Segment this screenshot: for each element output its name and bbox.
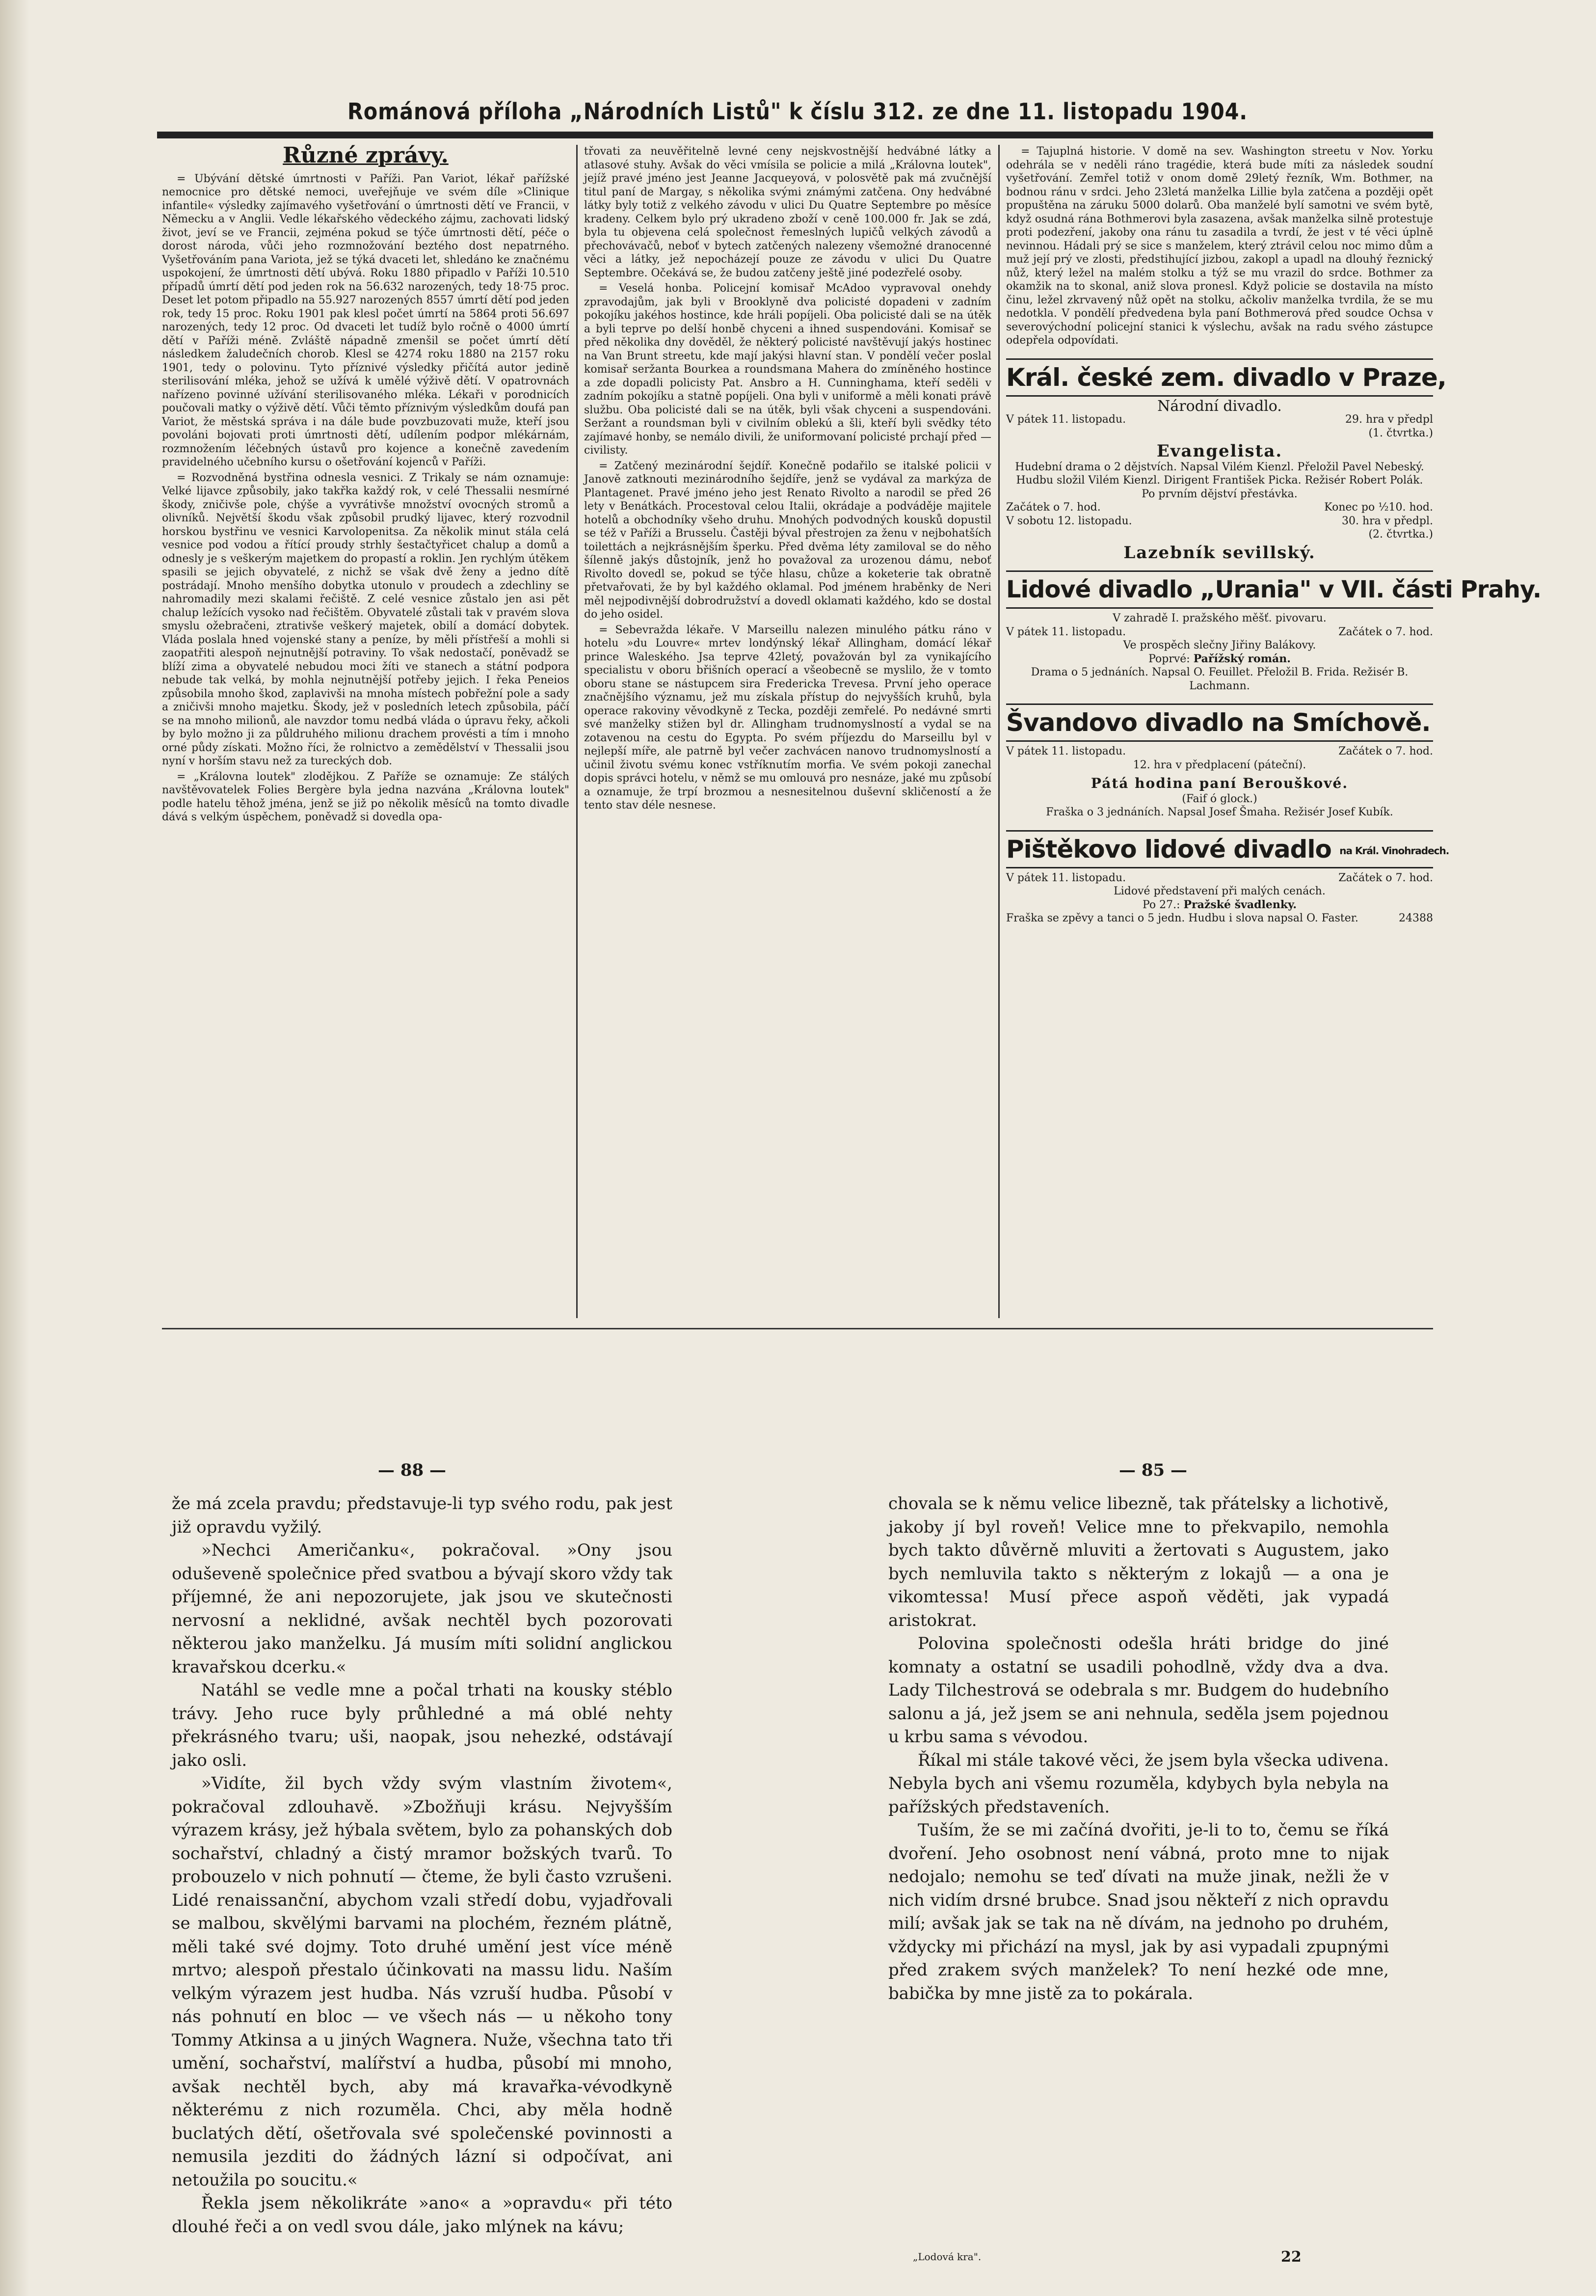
column-1 <box>162 145 569 1313</box>
section-title: Různé zprávy. <box>283 143 449 168</box>
paragraph: Natáhl se vedle mne a počal trhati na kousky stéblo trávy. Jeho ruce byly průhledné a má oblé nehty překrásného tvaru; uši, naopak, jsou nehezké, odstávají jako osli. <box>172 1680 672 1770</box>
date-row <box>1006 745 1433 758</box>
subscription: 12. hra v předplacení (páteční). <box>1133 758 1306 771</box>
date-row <box>1006 413 1433 427</box>
play-description: Hudební drama o 2 dějstvích. Napsal Vilém Kienzl. Přeložil Pavel Nebeský. Hudbu složil Vilém Kienzl. Dirigent František Picka. Režisér Robert Polák. <box>1015 460 1424 486</box>
footer-mark: „Lodová kra". <box>913 2251 982 2263</box>
date-row <box>1006 625 1433 639</box>
theatre-location: na Král. Vinohradech. <box>1339 845 1449 857</box>
intermission-note: Po prvním dějství přestávka. <box>1142 487 1298 500</box>
date: V pátek 11. listopadu. <box>1006 871 1126 884</box>
column-divider <box>576 145 578 1318</box>
theatre-title-urania: Lidové divadlo „Urania" v VII. části Prahy. <box>1006 570 1433 609</box>
subscription-quarter: (1. čtvrtka.) <box>1368 427 1433 439</box>
benefit-note: Ve prospěch slečny Jiřiny Balákovy. <box>1123 639 1316 651</box>
date-row <box>1006 514 1433 528</box>
play-prefix: Poprvé: <box>1148 652 1190 665</box>
play-line <box>1006 898 1433 912</box>
play-title: Pařížský román. <box>1193 652 1291 665</box>
paragraph: Říkal mi stále takové věci, že jsem byla všecka udivena. Nebyla bych ani všemu rozuměla, kdybych byla nebyla na pařížských představeních. <box>888 1750 1389 1817</box>
start-time: Začátek o 7. hod. <box>1006 501 1101 513</box>
play-title: Pražské švadlenky. <box>1183 898 1297 911</box>
header-rule <box>157 132 1433 138</box>
paragraph: Řekla jsem několikráte »ano« a »opravdu« při této dlouhé řeči a on vedl svou dále, jako mlýnek na kávu; <box>172 2193 672 2237</box>
page-edge-shadow <box>0 0 29 2296</box>
play-description-text: Fraška se zpěvy a tanci o 5 jedn. Hudbu i slova napsal O. Faster. <box>1006 912 1358 924</box>
play-description: Drama o 5 jednáních. Napsal O. Feuillet. Přeložil B. Frida. Režisér B. Lachmann. <box>1031 666 1409 692</box>
news-item: třovati za neuvěřitelně levné ceny nejskvostnější hedvábné látky a atlasové stuhy. Avšak do věci vmísila se policie a milá „Královna loutek", jejíž pravé jméno jest Jeanne Jacqueyová, v polosvětě pak má zvučnější titul paní de Margay, s několika svými známými zatčena. Ony hedvábné látky byly totiž z velkého závodu v ulici Du Quatre Septembre po měsíce kradeny. Celkem bylo prý ukradeno zboží v ceně 100.000 fr. Jak se zdá, byla tu objevena celá společnost řemeslných lupičů velkých závodů a přechovávačů, neboť v bytech zatčených nalezeny všemožné dranocenné věci a látky, jež nepocházejí pouze ze závodu v ulici Du Quatre Septembre. Očekává se, že budou zatčeny ještě jiné podezřelé osoby. <box>584 145 991 279</box>
column-3 <box>1006 145 1542 1313</box>
footer-number: 22 <box>1281 2248 1302 2266</box>
theatre-subtitle: V zahradě I. pražského měšť. pivovaru. <box>1113 612 1327 624</box>
play-title: Pátá hodina paní Berouškové. <box>1091 775 1349 791</box>
section-divider <box>162 1328 1433 1329</box>
paragraph: že má zcela pravdu; představuje-li typ svého rodu, pak jest již opravdu vyžilý. <box>172 1494 672 1537</box>
subscription: 29. hra v předpl <box>1345 413 1433 426</box>
paragraph: Polovina společnosti odešla hráti bridge do jiné komnaty a ostatní se usadili pohodlně, vždy dva a dva. Lady Tilchestrová se odebrala s mr. Budgem do hudebního salonu a já, jež jsem se ani nehnula, seděla jsem pojednou u krbu sama s vévodou. <box>888 1634 1389 1747</box>
subscription-quarter: (2. čtvrtka.) <box>1368 528 1433 540</box>
original-title: (Faif ó glock.) <box>1182 792 1257 805</box>
news-item: = Tajuplná historie. V domě na sev. Washington streetu v Nov. Yorku odehrála se v neděli ráno tragédie, která bude míti za následek soudní vyšetřování. Zemřel totiž v onom domě 29letý řezník, Wm. Bothmer, na bodnou ránu v srdci. Jeho 23letá manželka Lillie byla zatčena a později opět propuštěna na záruku 5000 dolarů. Oba manželé bylí samotni ve svém bytě, když osudná rána Bothmerovi byla zasazena, avšak manželka silně protestuje proti podezření, jakoby ona ránu tu zasadila a tvrdí, že jest v té věci úplně nevinnou. Hádali prý se sice s manželem, který ztrávil celou noc mimo dům a muž její prý ve zlosti, předstihující jizbou, zakopl a upadl na dlouhý řeznický nůž, který ležel na malém stolku a týž se mu vrazil do srdce. Bothmer za okamžik na to skonal, aniž slova pronesl. Když policie se dostavila na místo činu, ležel zkrvavený nůž opět na stolku, ačkoliv manželka tvrdila, že se mu nedotkla. V pondělí předvedena byla paní Bothmerová před soudce Ochsa v severovýchodní policejní stanici k výslechu, avšak na radu svého zástupce odepřela odpovídati. <box>1006 145 1433 347</box>
news-item: = Rozvodněná bystřina odnesla vesnici. Z Trikaly se nám oznamuje: Velké lijavce způsobily, jako takřka každý rok, v celé Thessalii nesmírné škody, zničivše pole, chýše a vyvrátivše množství ovocných stromů a olivníků. Největší škodu však způsobil prudký lijavec, který rozvodnil horskou bystřinu ve vesnici Karvolopenitsa. Za několik minut stála celá vesnice pod vodou a řítící proudy strhly šestačtyřicet chalup a domů a odnesly je s veškerým majetkem do propastí a roklin. Jen rychlým útěkem spasili se jejich obyvatelé, z nichž se však dvě ženy a jedno dítě postrádají. Mnoho menšího dobytka utonulo v proudech a zdechliny se nahromadily mezi skalami řečiště. Z celé vesnice zůstalo jen asi pět chalup ležících vysoko nad řečištěm. Obyvatelé zůstali tak v pravém slova smyslu ožebračeni, ztrativše veškerý majetek, obilí a domácí dobytek. Vláda poslala hned vojenské stany a peníze, by měli přístřeší a mohli si zaopatřiti alespoň nejnutnější potraviny. To však nedostačí, poněvadž se blíží zima a obyvatelé nebudou moci žíti ve stanech a státní podpora nebude tak velká, by mohla nejnutnější potřeby jejich. I řeka Peneios způsobila mnoho škod, zaplavivši na mnoha místech pobřežní pole a sady a zničivši mnoho majetku. Škody, jež v posledních letech způsobila, páčí se na mnoho milionů, ale navzdor tomu nedbá vláda o úpravu řeky, ačkoli by bylo možno ji za půldruhého milionu drachem provésti a tím i mnoho orné půdy získati. Možno říci, že rolnictvo a zemědělství v Thessalii jsou nyní v horším stavu než za tureckých dob. <box>162 471 569 767</box>
column-divider <box>998 145 1000 1318</box>
start-time: Začátek o 7. hod. <box>1338 745 1433 757</box>
date: V sobotu 12. listopadu. <box>1006 514 1132 527</box>
play-description <box>1006 912 1433 925</box>
page-number-left: — 88 — <box>378 1460 446 1480</box>
date: V pátek 11. listopadu. <box>1006 745 1126 757</box>
play-line <box>1006 652 1433 666</box>
start-time: Začátek o 7. hod. <box>1338 625 1433 638</box>
news-item: = Veselá honba. Policejní komisař McAdoo vypravoval onehdy zpravodajům, jak byli v Brooklyně dva policisté dopadeni v zadním pokojíku jakéhos hostince, kde hráli popíjeli. Oba policisté dali se na útěk a byli teprve po delší honbě chyceni a ihned suspendováni. Komisař se před několika dny dověděl, že některý policisté navštěvují jakýs hostinec na Van Brunt streetu, kde mají jakýsi hlavní stan. V pondělí večer poslal komisař seržanta Bourkea a roundsmana Mahera do zmíněného hostince a zde dopadli policisty Pat. Ansbro a H. Cunninghama, kteří seděli v zadním pokojíku a statně popíjeli. Ona byli v uniformě a měli konati právě službu. Oba policisté dali se na útěk, byli však chyceni a suspendováni. Seržant a roundsman byli v civilním oblekú a šli, kteří byli svědky této zajímavé honby, se nemálo divili, že uniformovaní policisté prchají před — civilisty. <box>584 282 991 457</box>
play-description: Fraška o 3 jednáních. Napsal Josef Šmaha. Režisér Josef Kubík. <box>1046 806 1393 818</box>
theatre-subtitle: Národní divadlo. <box>1157 397 1282 415</box>
novel-page-left <box>172 1492 672 2239</box>
paragraph: »Vidíte, žil bych vždy svým vlastním životem«, pokračoval zdlouhavě. »Zbožňuji krásu. Nejvyšším výrazem krásy, jež hýbala světem, bylo za pohanských dob sochařství, chladný a čistý mramor božských tvarů. To probouzelo v nich pohnutí — čteme, že byli často vzrušeni. Lidé renaissanční, abychom vzali středí dobu, vyjadřovali se malbou, skvělými barvami na plochém, řezném plátně, měli také své dojmy. Toto druhé umění jest více méně mrtvo; alespoň přestalo účinkovati na massu lidu. Naším velkým výrazem jest hudba. Nás vzruší hudba. Působí v nás pohnutí en bloc — ve všech nás — u někoho tony Tommy Atkinsa a u jiných Wagnera. Nuže, všechna tato tři umění, sochařství, malířství a hudba, působí mi mnoho, avšak nechtěl bych, aby má kravařka-vévodkyně některému z nich rozuměla. Chci, aby měla hodně buclatých dětí, ošetřovala své společenské povinnosti a nemusila jezditi do žádných lázní si odpočívat, ani netoužila po soucitu.« <box>172 1774 672 2190</box>
ad-number: 24388 <box>1399 912 1433 924</box>
theatre-title-national: Král. české zem. divadlo v Praze, <box>1006 358 1433 397</box>
subscription: 30. hra v předpl. <box>1341 514 1433 527</box>
paragraph: »Nechci Američanku«, pokračoval. »Ony jsou oduševeně společnice před svatbou a bývají skoro vždy tak příjemné, že ani nepozorujete, jak jsou ve skutečnosti nervosní a neklidné, avšak nechtěl bych pozorovati některou jako manželku. Já musím míti solidní anglickou kravařskou dcerku.« <box>172 1540 672 1677</box>
theatre-name: Pištěkovo lidové divadlo <box>1006 835 1331 864</box>
news-item: = „Královna loutek" zlodějkou. Z Paříže se oznamuje: Ze stálých navštěvovatelek Folies Bergère byla jedna nazvána „Královna loutek" podle hatelu těhož jména, jenž se již po několik měsíců na tomto divadle dává s velkým úspěchem, poněvadž si dovedla opa- <box>162 770 569 823</box>
theatre-title-pistek <box>1006 830 1449 868</box>
column-2 <box>584 145 991 1313</box>
paragraph: Tuším, že se mi začíná dvořiti, je-li to to, čemu se říká dvoření. Jeho osobnost není vábná, proto mne to nijak nedojalo; nemohu se teď dívati na muže jinak, nežli že v nich vidím drsné brubce. Snad jsou někteří z nich opravdu milí; avšak jak se tak na ně dívám, na jednoho po druhém, vždycky mi přichází na mysl, jak by asi vypadali zpupnými před zrakem svých manželek? To není hezké ode mne, babička by mne jistě za to pokárala. <box>888 1820 1389 2003</box>
theatre-title-svanda: Švandovo divadlo na Smíchově. <box>1006 703 1433 742</box>
news-item: = Sebevražda lékaře. V Marseillu nalezen minulého pátku ráno v hotelu »du Louvre« mrtev londýnský lékař Allingham, domácí lékař prince Waleského. Jsa teprve 42letý, považován byl za vynikajícího specialistu v oboru břišních operací a všeobecně se myslilo, že v tomto oboru stane se nástupcem sira Fredericka Trevesa. První jeho operace značnějšího významu, jež mu získala přístup do nejvyšších kruhů, byla operace rakoviny věvodkyně z Tecka, později zemřelé. Po nedávné smrti své manželky stižen byl dr. Allingham trudnomyslností a vydal se na zotavenou na cestu do Egypta. Po svém příjezdu do Marseillu byl v nejlepší míře, ale patrně byl večer zachvácen nanovo trudnomyslností a učinil životu svému konec vstříknutím morfia. Ve svém pokoji zanechal dopis správci hotelu, v němž se mu omlouvá pro nesnáze, jaké mu způsobí a oznamuje, že trpí brozmou a nesnesitelnou duševní skličeností a že tento stav déle nesnese. <box>584 623 991 811</box>
page-number-right: — 85 — <box>1119 1460 1187 1480</box>
news-item: = Zatčený mezinárodní šejdíř. Konečně podařilo se italské policii v Janově zatknouti mezinárodního šejdíře, jenž se vydával za markýza de Plantagenet. Pravé jméno jeho jest Renato Rivolto a narodil se před 26 lety v Benátkách. Procestoval celou Italii, okrádaje a podváděje majitele hotelů a obchodníky všeho druhu. Mnohých podvodných kousků dopustil se též v Paříži a Brusselu. Častěji býval přestrojen za ženu v nejbohatších toilettách a nejkrásnějším šperku. Před dvěma léty zamiloval se do něho šílenně jakýs důstojník, jenž ho považoval za urozenou dámu, neboť Rivolto dovedl se, pokud se týče hlasu, chůze a koketerie tak obratně přetvařovati, že by byl každého oklamal. Pod jménem hraběnky de Neri měl nejpodivnější dobrodružství a dovedl oklamati každého, kdo se dostal do jeho osidel. <box>584 459 991 621</box>
date: V pátek 11. listopadu. <box>1006 413 1126 426</box>
play-prefix: Po 27.: <box>1142 898 1180 911</box>
time-row <box>1006 501 1433 514</box>
date-row <box>1006 871 1433 885</box>
paragraph: chovala se k němu velice libezně, tak přátelsky a lichotivě, jakoby jí byl roveň! Velice mne to překvapilo, nemohla bych takto důvěrně mluviti a žertovati s Augustem, jako bych nemluvila takto s některým z lokajů — a ona je vikomtessa! Musí přece aspoň věděti, jak vypadá aristokrat. <box>888 1494 1389 1630</box>
play-title: Lazebník sevillský. <box>1123 542 1316 563</box>
end-time: Konec po ½10. hod. <box>1324 501 1433 513</box>
news-item: = Ubývání dětské úmrtnosti v Paříži. Pan Variot, lékař pařížské nemocnice pro dětské nemoci, uveřejňuje ve svém díle »Clinique infantile« výsledky zajímavého vyšetřování o úmrtnosti dětí ve Francii, v Německu a v Anglii. Vedle lékařského vědeckého zájmu, zachovati lidský život, jeví se ve Francii, zejména pokud se týče úmrtnosti dětí, péče o dorost národa, vůči jeho rozmnožování beztého dost nepatrného. Vyšetřováním pana Variota, jež se týká dvaceti let, shledáno ke značnému uspokojení, že úmrtnosti dětí ubývá. Roku 1880 připadlo v Paříži 10.510 případů úmrtí dětí pod jeden rok na 56.632 narozených, tedy 18·75 proc. Deset let potom připadlo na 55.927 narozených 8557 úmrtí dětí pod jeden rok, tedy 15 proc. Roku 1901 pak klesl počet úmrtí na 5864 proti 56.697 narozených, tedy 12 proc. Od dvaceti let tudíž bylo ročně o 4000 úmrtí dětí v Paříži méně. Zvláště nápadně zmenšil se počet úmrtí dětí následkem žaludečních chorob. Klesl se 4274 roku 1880 na 2157 roku 1901, tedy o polovinu. Tyto příznivé výsledky přičítá autor jedině sterilisování mléka, jehož se užívá k umělé výživě dětí. V opatrovnách nařízeno povinné užívání sterilisovaného mléka. Lékaři v porodnicích poučovali matky o výživě dětí. Vůči těmto příznivým výsledkům doufá pan Variot, že městská správa i na dále bude povzbuzovati muže, kteří jsou povoláni bojovati proti úmrtnosti dětí, udílením podpor mlékárnám, rozmnožením léčebných ústavů pro kojence a konečně zavedením pravidelného učebního kursu o ošetřování kojenců v Paříži. <box>162 172 569 468</box>
novel-page-right <box>888 1492 1389 2005</box>
play-title: Evangelista. <box>1156 441 1283 461</box>
subscription: Lidové představení při malých cenách. <box>1114 885 1326 897</box>
date: V pátek 11. listopadu. <box>1006 625 1126 638</box>
start-time: Začátek o 7. hod. <box>1338 871 1433 884</box>
page-header: Románová příloha „Národních Listů" k číslu 312. ze dne 11. listopadu 1904. <box>347 98 1248 125</box>
